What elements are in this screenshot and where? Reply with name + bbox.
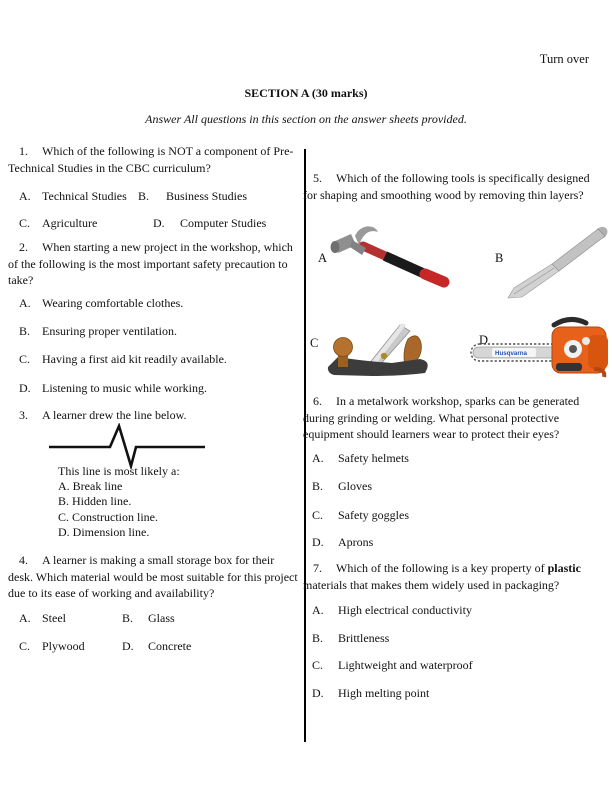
claw-hammer-image (325, 224, 450, 290)
figure-label-d: D (479, 333, 489, 347)
option-letter: A. (19, 189, 31, 203)
hand-plane-icon (322, 309, 434, 381)
q4-options-row-1 (8, 610, 300, 624)
option-letter: B. (138, 189, 150, 203)
question-number: 5. (313, 171, 322, 185)
chainsaw-image (470, 311, 610, 381)
question-text-after: materials that makes them widely used in packaging? (303, 577, 560, 592)
question-1 (8, 143, 300, 176)
q3-answer-block (58, 464, 180, 540)
question-7 (303, 560, 605, 593)
section-instructions: Answer All questions in this section on the answer sheets provided. (145, 112, 467, 126)
break-line-figure (49, 423, 209, 469)
column-divider-line (304, 149, 306, 742)
option-letter: C. (19, 639, 31, 653)
option-letter: A. (312, 451, 324, 465)
question-number: 1. (19, 144, 28, 158)
option-text: Agriculture (42, 216, 98, 230)
option-text: Business Studies (166, 189, 248, 203)
hammer-icon (325, 224, 450, 290)
q7-option-b (303, 630, 609, 644)
option-text: Plywood (42, 639, 85, 653)
question-text: Which of the following is NOT a component of Pre-Technical Studies in the CBC curriculum? (8, 144, 294, 175)
option-letter: D. (312, 535, 324, 549)
q2-option-d (8, 380, 300, 394)
question-4 (8, 552, 300, 602)
figure-label-c: C (310, 336, 319, 350)
question-number: 7. (313, 561, 322, 575)
q7-option-d (303, 685, 609, 699)
option-text: Safety goggles (338, 508, 409, 522)
option-text: Concrete (148, 639, 192, 653)
question-5 (303, 170, 605, 203)
question-text-bold: plastic (547, 561, 581, 575)
q1-options-row-2 (8, 215, 300, 229)
question-text: In a metalwork workshop, sparks can be generated during grinding or welding. What personal protective equipment should learners wear to protect their eyes? (303, 394, 580, 441)
q1-options-row-1 (8, 188, 300, 202)
option-letter: D. (153, 216, 165, 230)
q4-options-row-2 (8, 638, 300, 652)
option-text: High melting point (338, 686, 430, 700)
q3-option-c: C. Construction line. (58, 509, 158, 524)
question-text-before: Which of the following is a key property of (336, 561, 548, 575)
option-letter: A. (19, 296, 31, 310)
option-letter: D. (19, 381, 31, 395)
option-letter: C. (312, 508, 324, 522)
option-letter: D. (312, 686, 324, 700)
option-letter: C. (312, 658, 324, 672)
turn-over-note: Turn over (539, 52, 589, 66)
option-text: Glass (148, 611, 175, 625)
option-letter: D. (122, 639, 134, 653)
option-text: Safety helmets (338, 451, 409, 465)
option-text: Computer Studies (180, 216, 267, 230)
question-number: 2. (19, 240, 28, 254)
q7-option-a (303, 602, 609, 616)
chainsaw-brand-text: Husqvarna (495, 350, 527, 358)
option-letter: A. (312, 603, 324, 617)
q3-option-d: D. Dimension line. (58, 524, 150, 539)
chainsaw-icon (470, 311, 610, 381)
option-letter: C. (19, 216, 31, 230)
chisel-icon (506, 226, 610, 302)
question-6 (303, 393, 605, 443)
option-text: Wearing comfortable clothes. (42, 296, 184, 310)
option-text: Gloves (338, 479, 372, 493)
option-text: Steel (42, 611, 66, 625)
q6-option-a (303, 450, 609, 464)
q7-option-c (303, 657, 609, 671)
option-letter: B. (122, 611, 134, 625)
section-title: SECTION A (30 marks) (244, 86, 368, 100)
option-text: Lightweight and waterproof (338, 658, 473, 672)
option-text: Listening to music while working. (42, 381, 207, 395)
question-3 (8, 407, 300, 424)
option-text: Brittleness (338, 631, 390, 645)
figure-label-a: A (318, 251, 328, 265)
question-number: 4. (19, 553, 28, 567)
break-line-drawing (49, 423, 209, 469)
question-number: 3. (19, 408, 28, 422)
option-text: Aprons (338, 535, 374, 549)
q6-option-b (303, 478, 609, 492)
question-text: When starting a new project in the workshop, which of the following is the most important safety precaution to take? (8, 240, 293, 287)
option-text: Technical Studies (42, 189, 127, 203)
option-letter: C. (19, 352, 31, 366)
option-letter: B. (312, 479, 324, 493)
q2-option-c (8, 351, 300, 365)
question-text: Which of the following tools is specifically designed for shaping and smoothing wood by removing thin layers? (303, 171, 590, 202)
figure-label-b: B (495, 251, 504, 265)
cold-chisel-image (506, 226, 610, 302)
q2-option-a (8, 295, 300, 309)
option-letter: B. (312, 631, 324, 645)
question-text: A learner is making a small storage box for their desk. Which material would be most suitable for this project due to its ease of working and availability? (8, 553, 298, 600)
hand-plane-image (322, 309, 434, 381)
option-letter: B. (19, 324, 31, 338)
option-text: Ensuring proper ventilation. (42, 324, 177, 338)
option-text: High electrical conductivity (338, 603, 472, 617)
q3-option-a: A. Break line (58, 479, 123, 494)
q3-option-b: B. Hidden line. (58, 494, 132, 509)
question-2 (8, 239, 300, 289)
q2-option-b (8, 323, 300, 337)
option-text: Having a first aid kit readily available. (42, 352, 227, 366)
question-number: 6. (313, 394, 322, 408)
question-text: A learner drew the line below. (42, 408, 187, 422)
q3-prompt: This line is most likely a: (58, 464, 180, 478)
q6-option-d (303, 534, 609, 548)
q6-option-c (303, 507, 609, 521)
option-letter: A. (19, 611, 31, 625)
